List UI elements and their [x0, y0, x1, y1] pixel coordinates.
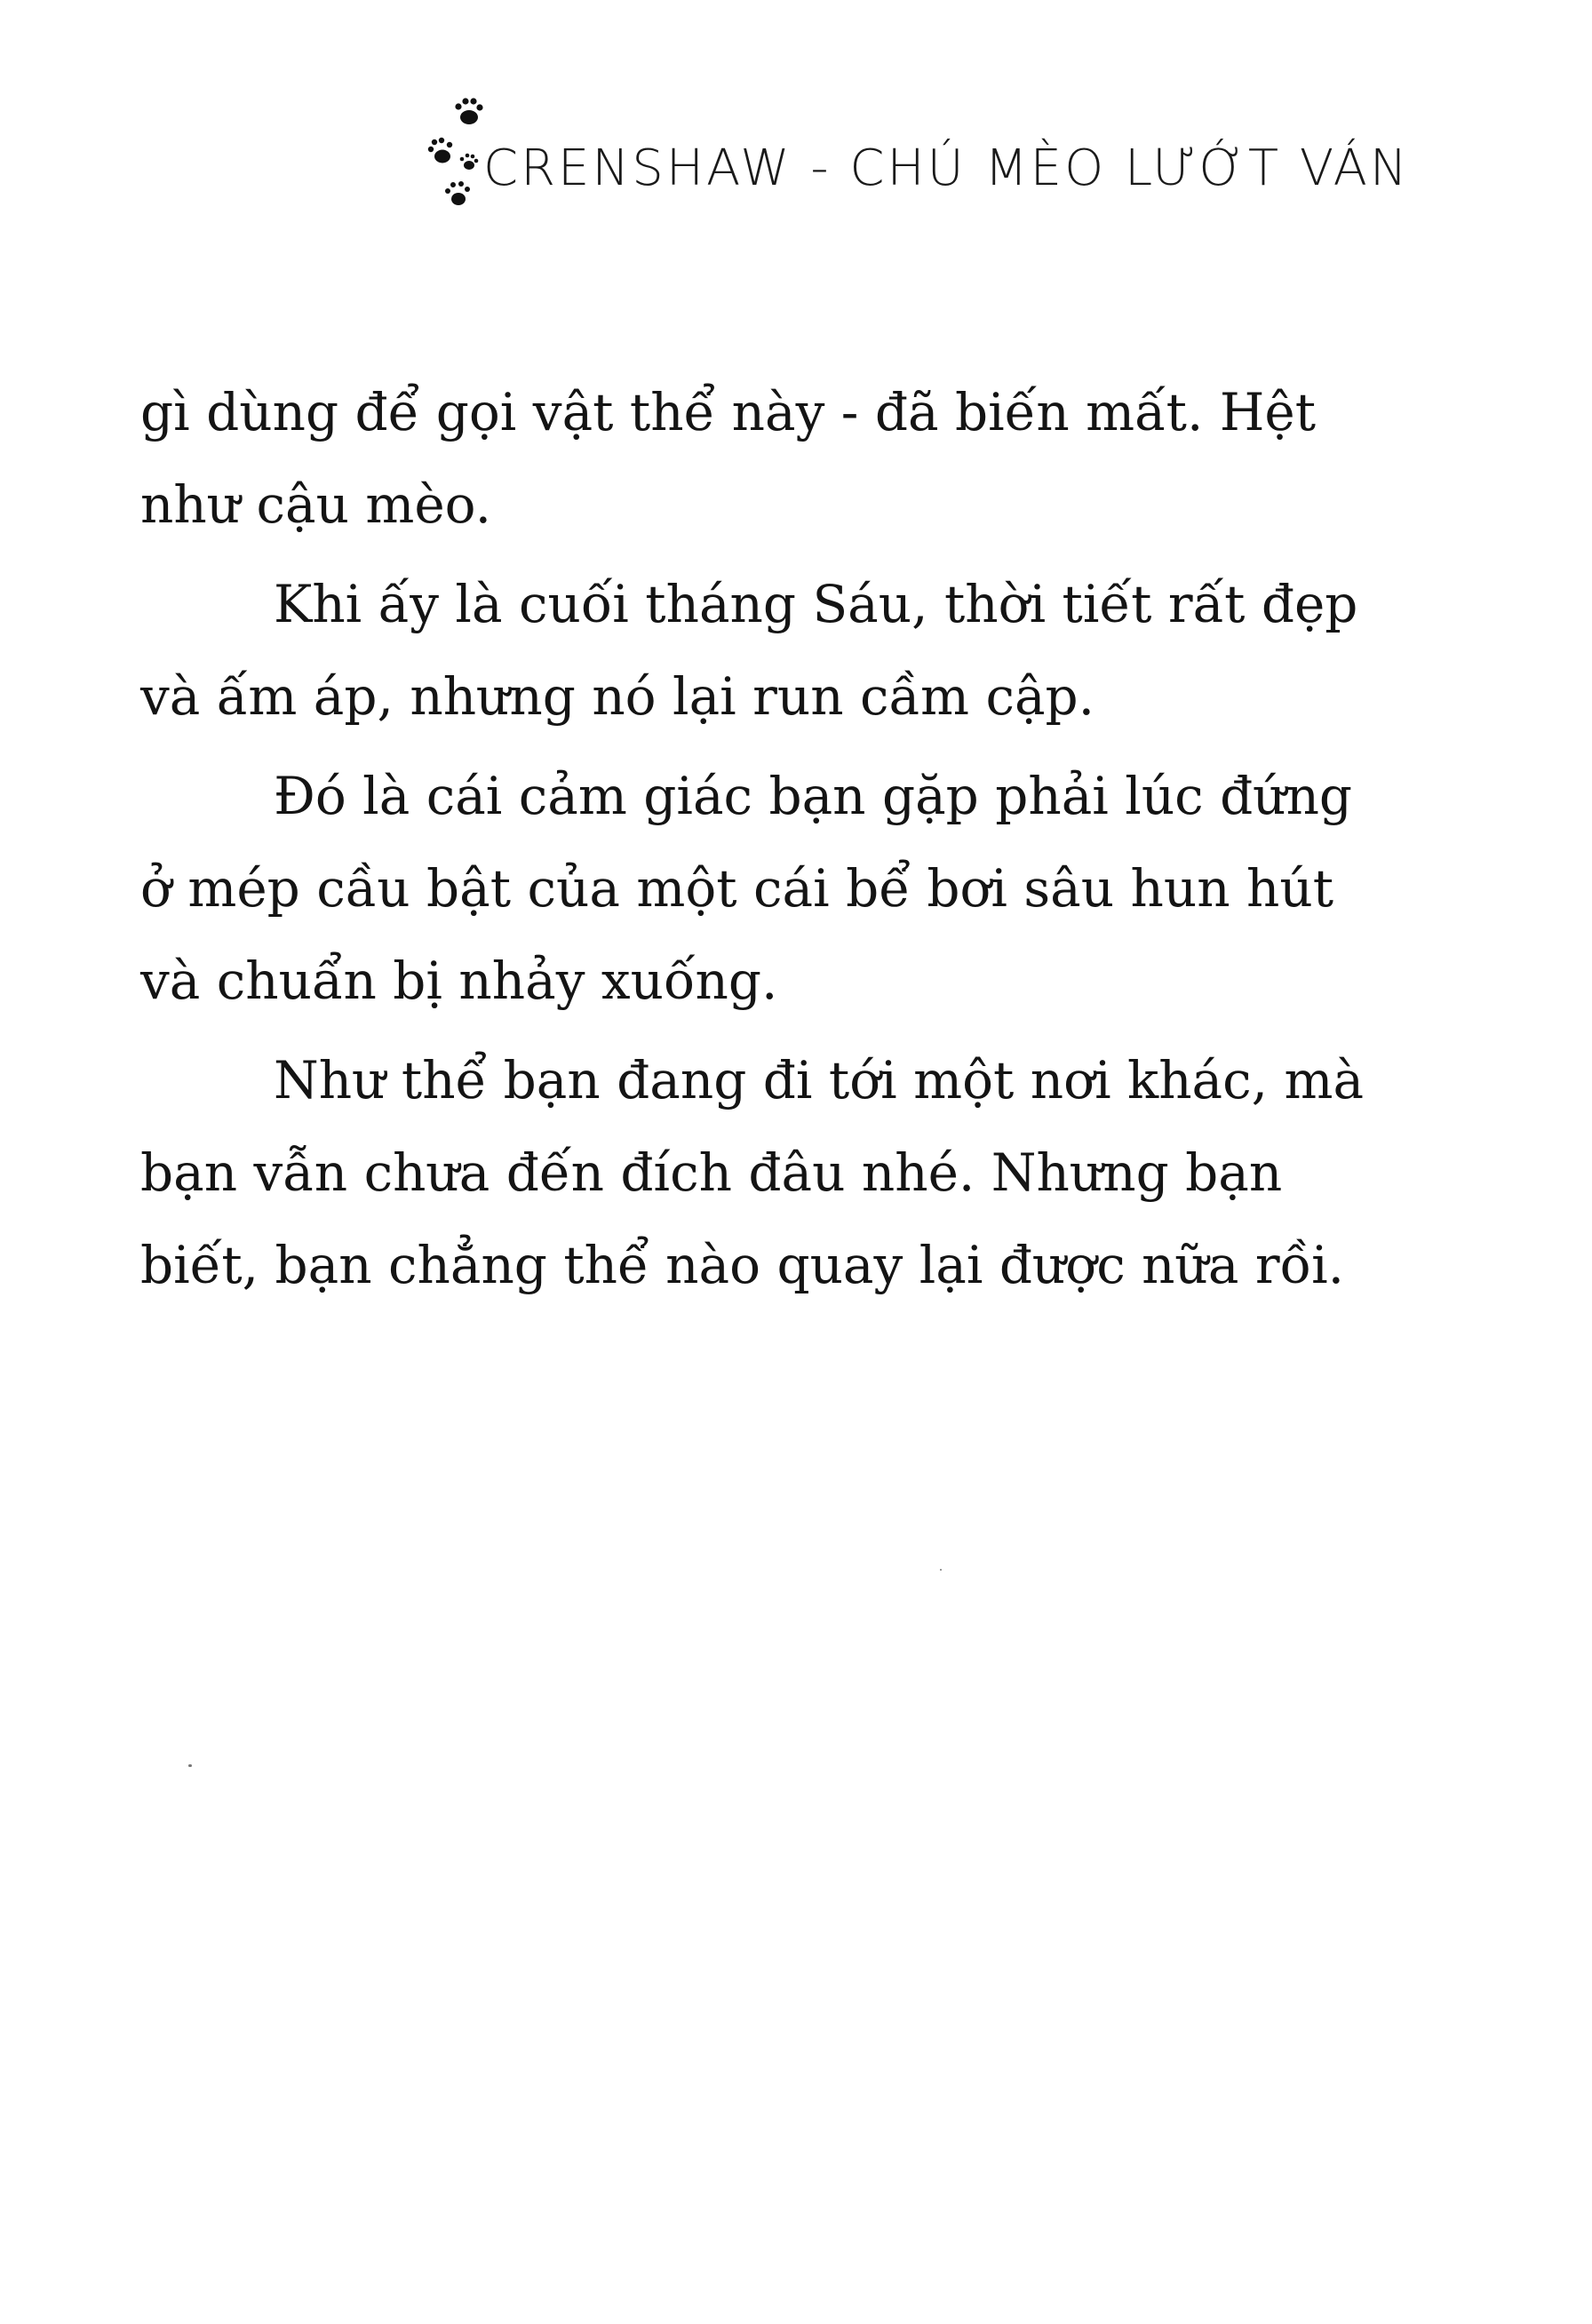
paragraph-3: Đó là cái cảm giác bạn gặp phải lúc đứng ở mép cầu bật của một cái bể bơi sâu hun hút và chuẩn bị nhảy xuống. [140, 766, 1353, 1011]
paragraph-4: Như thể bạn đang đi tới một nơi khác, mà bạn vẫn chưa đến đích đâu nhé. Nhưng bạn biết, bạn chẳng thể nào quay lại được nữa rồi. [140, 1050, 1365, 1295]
paragraph-2: Khi ấy là cuối tháng Sáu, thời tiết rất đẹp và ấm áp, nhưng nó lại run cầm cập. [140, 574, 1358, 727]
book-title-header: CRENSHAW - CHÚ MÈO LƯỚT VÁN [483, 139, 1410, 197]
running-header [418, 96, 1430, 220]
paragraph-1: gì dùng để gọi vật thể này - đã biến mất. Hệt như cậu mèo. [140, 382, 1317, 535]
scan-speck [940, 1569, 942, 1571]
page-body [140, 366, 1384, 1311]
scan-speck [188, 1764, 192, 1767]
